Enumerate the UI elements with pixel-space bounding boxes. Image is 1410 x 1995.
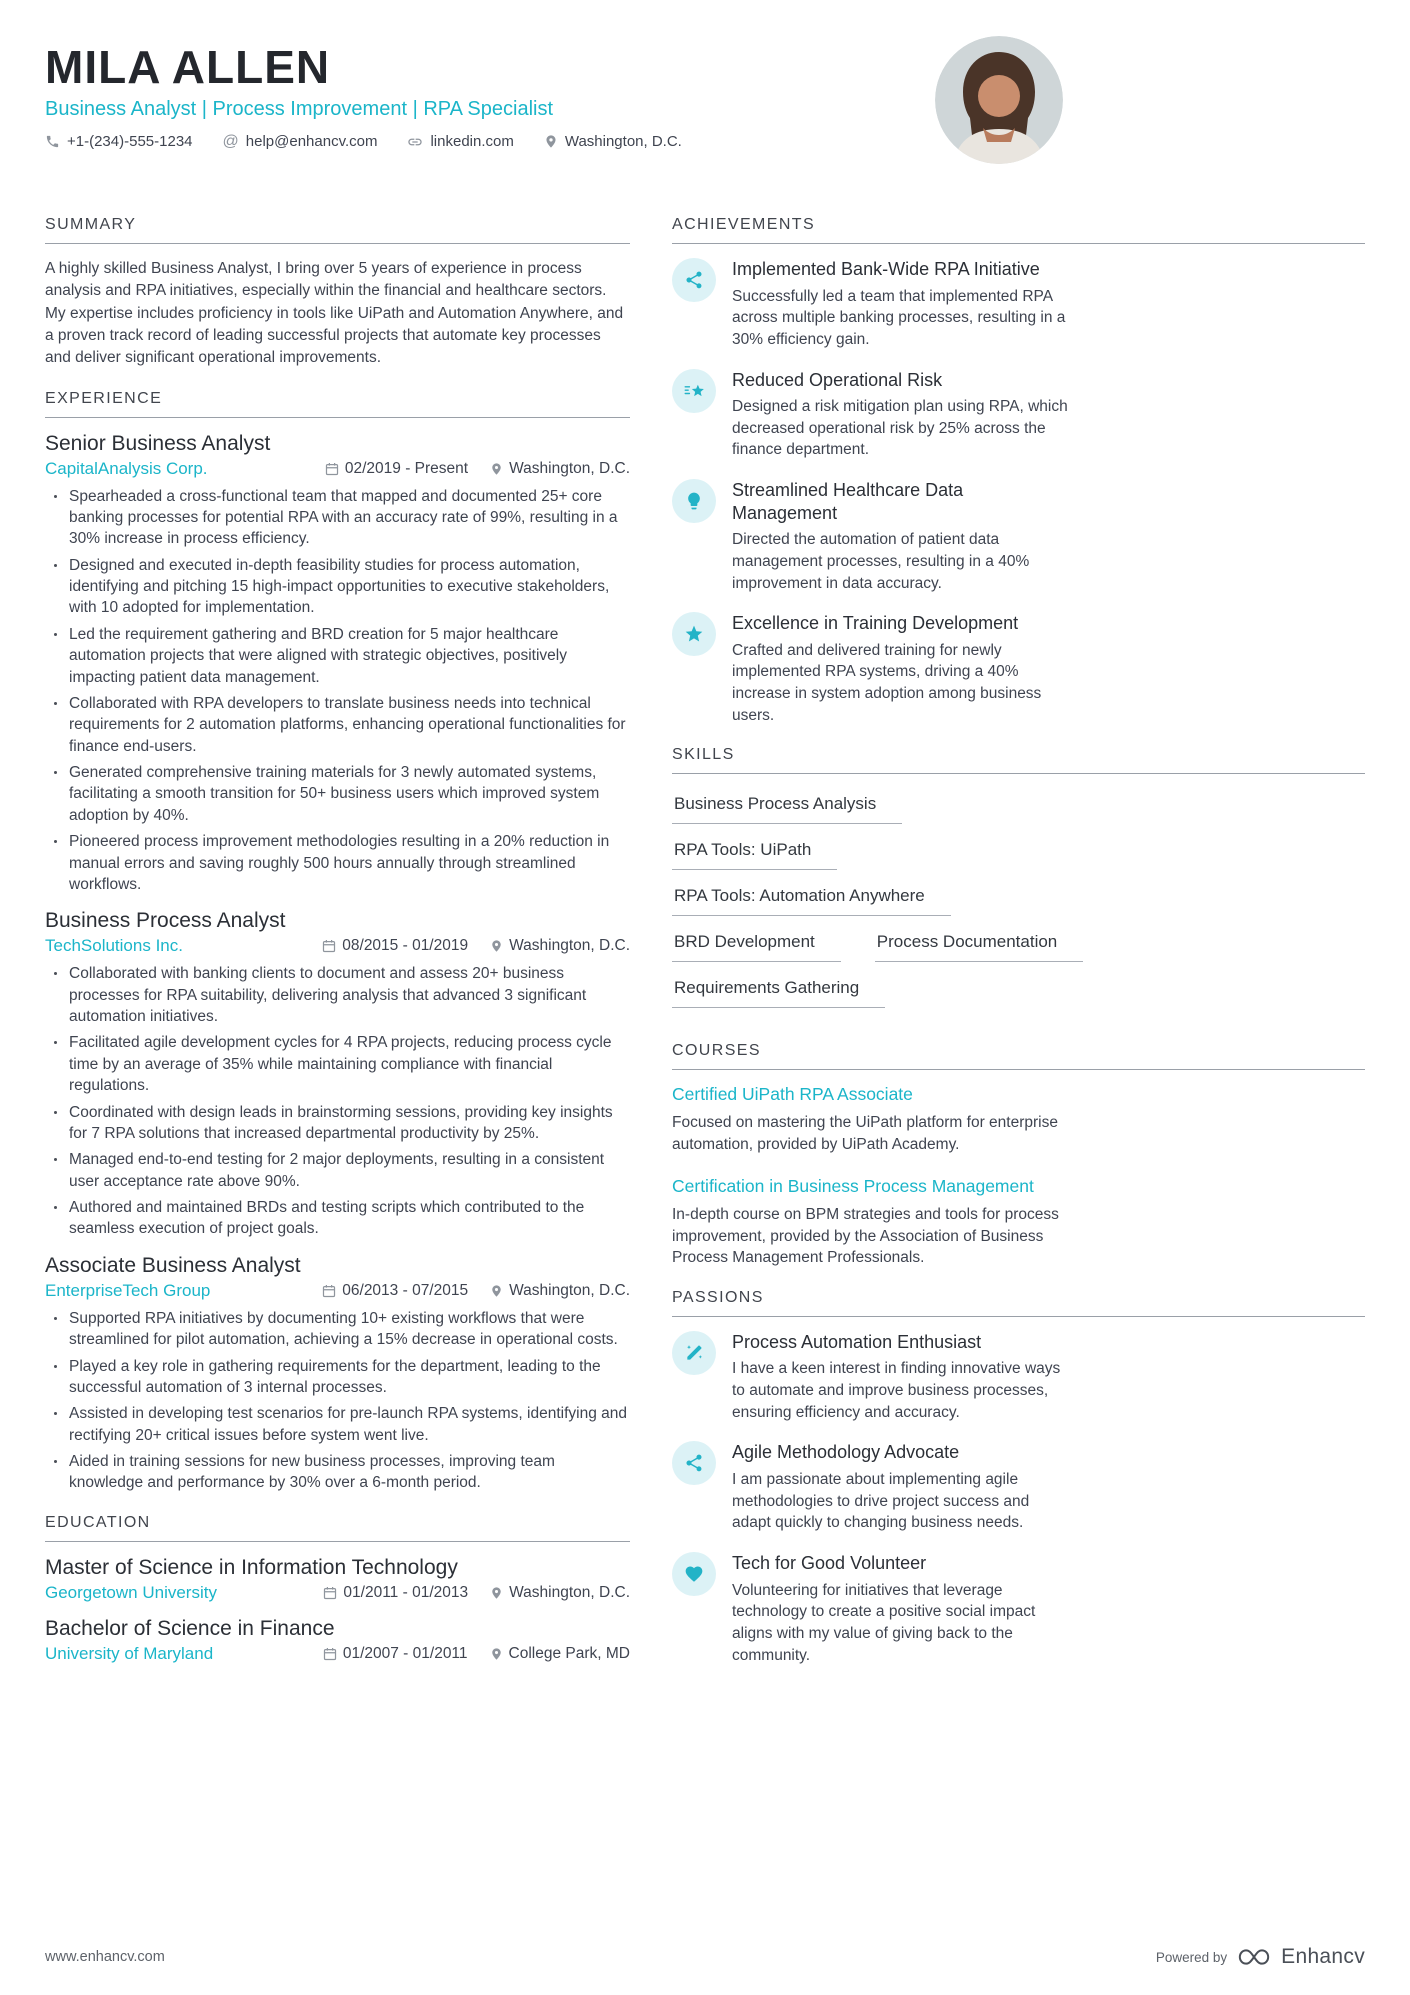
location-pin-icon (490, 1284, 503, 1298)
achievement-text: Crafted and delivered training for newly implemented RPA systems, driving a 40% increase in system adoption among business users. (732, 641, 1042, 724)
achievement-text: Designed a risk mitigation plan using RPA, which decreased operational risk by 25% across the finance department. (732, 398, 1068, 459)
company-name: CapitalAnalysis Corp. (45, 458, 208, 478)
passions-heading: PASSIONS (672, 1289, 1365, 1317)
bullet-item: Played a key role in gathering requirements for the department, leading to the successful automation of 3 internal processes. (69, 1356, 630, 1399)
network-icon (672, 258, 716, 302)
course-item (672, 1084, 1064, 1155)
job-meta (45, 459, 630, 479)
location-text: Washington, D.C. (564, 133, 682, 150)
contact-email[interactable] (223, 133, 378, 150)
job-location (490, 937, 630, 955)
school-name: University of Maryland (45, 1643, 214, 1663)
education-location-text: Washington, D.C. (509, 1583, 630, 1601)
job-dates-text: 08/2015 - 01/2019 (342, 937, 469, 955)
achievement-item (672, 258, 1072, 351)
experience-entry (45, 1254, 630, 1494)
job-location-text: Washington, D.C. (509, 459, 630, 477)
network-icon (672, 1441, 716, 1485)
experience-section (45, 390, 630, 1494)
powered-by-group (1156, 1945, 1365, 1969)
job-location (490, 1282, 630, 1300)
experience-heading: EXPERIENCE (45, 390, 630, 418)
education-location (490, 1645, 630, 1663)
footer (45, 1945, 1365, 1969)
job-meta (45, 936, 630, 956)
bullet-item: Pioneered process improvement methodologies resulting in a 20% reduction in manual errors and saving roughly 500 hours annually through streamlined workflows. (69, 831, 630, 895)
heart-icon (672, 1552, 716, 1596)
magic-wand-icon (672, 1331, 716, 1375)
at-icon: @ (222, 132, 239, 150)
degree-title: Master of Science in Information Technology (45, 1555, 458, 1579)
location-pin-icon (490, 939, 503, 953)
achievements-section (672, 216, 1365, 726)
job-role: Business Process Analyst (45, 909, 286, 933)
education-dates-text: 01/2007 - 01/2011 (342, 1644, 468, 1662)
phone-text: +1-(234)-555-1234 (67, 133, 193, 150)
enhancv-brand-text: Enhancv (1281, 1945, 1365, 1968)
summary-section (45, 216, 630, 370)
passion-text: I have a keen interest in finding innovative ways to automate and improve business processes, ensuring efficiency and accuracy. (732, 1360, 1061, 1421)
passion-item (672, 1331, 1072, 1424)
school-name: Georgetown University (45, 1582, 217, 1602)
job-dates (322, 1282, 468, 1300)
achievement-text: Directed the automation of patient data management processes, resulting in a 40% improvement in data accuracy. (732, 531, 1030, 592)
achievement-title: Implemented Bank-Wide RPA Initiative (732, 259, 1040, 279)
skills-list (672, 788, 1365, 1022)
content-columns (45, 216, 1365, 1686)
contact-link[interactable] (407, 133, 513, 150)
skills-section (672, 746, 1365, 1022)
footer-site-link[interactable]: www.enhancv.com (45, 1949, 165, 1965)
company-name: EnterpriseTech Group (45, 1280, 211, 1300)
profile-photo (935, 36, 1063, 164)
person-title: Business Analyst | Process Improvement | RPA Specialist (45, 98, 554, 120)
achievement-title: Reduced Operational Risk (732, 369, 943, 390)
bullet-item: Generated comprehensive training materials for 3 newly automated systems, facilitating a smooth transition for 50+ business users which improved system adoption by 40%. (69, 762, 630, 826)
passion-text: I am passionate about implementing agile methodologies to drive project success and adapt quickly to changing business needs. (732, 1470, 1030, 1532)
company-name: TechSolutions Inc. (45, 936, 183, 956)
passion-item (672, 1441, 1072, 1534)
header (45, 40, 1365, 192)
course-text: In-depth course on BPM strategies and tools for process improvement, provided by the Association of Business Process Management Professionals. (672, 1205, 1059, 1267)
calendar-icon (322, 1284, 336, 1298)
summary-text: A highly skilled Business Analyst, I bring over 5 years of experience in process analysis and RPA initiatives, especially within the financial and healthcare sectors. My expertise includes proficiency in tools like UiPath and Automation Anywhere, and a proven track record of leading successful projects that automate key processes and deliver significant operational improvements. (45, 260, 624, 367)
experience-entry (45, 432, 630, 896)
degree-title: Bachelor of Science in Finance (45, 1616, 335, 1640)
job-meta (45, 1281, 630, 1301)
education-location-text: College Park, MD (508, 1644, 630, 1662)
bullet-item: Collaborated with banking clients to document and assess 20+ business processes for RPA suitability, delivering analysis that advanced 3 significant automation initiatives. (69, 963, 630, 1027)
bullet-item: Led the requirement gathering and BRD creation for 5 major healthcare automation projects that were aligned with strategic objectives, positively impacting patient data management. (69, 624, 630, 688)
course-item (672, 1176, 1064, 1269)
bullet-item: Collaborated with RPA developers to translate business needs into technical requirements for 2 automation platforms, enhancing operational functionalities for finance end-users. (69, 693, 630, 757)
email-text: help@enhancv.com (245, 133, 378, 150)
job-dates (325, 460, 468, 478)
calendar-icon (323, 1586, 337, 1600)
bullet-item: Spearheaded a cross-functional team that mapped and documented 25+ core banking processes for potential RPA with an accuracy rate of 99%, resulting in a 30% increase in process efficiency. (69, 486, 630, 550)
powered-by-label: Powered by (1155, 1949, 1228, 1965)
course-title: Certified UiPath RPA Associate (672, 1084, 913, 1105)
job-location (490, 460, 630, 478)
calendar-icon (325, 462, 339, 476)
passion-title: Tech for Good Volunteer (732, 1553, 927, 1573)
job-role: Senior Business Analyst (45, 431, 271, 455)
achievement-item (672, 479, 1072, 594)
education-dates (323, 1584, 468, 1602)
job-location-text: Washington, D.C. (509, 1281, 630, 1299)
experience-entry (45, 909, 630, 1240)
bullet-item: Authored and maintained BRDs and testing scripts which contributed to the seamless execution of project goals. (69, 1197, 630, 1240)
passion-text: Volunteering for initiatives that leverage technology to create a positive social impact aligns with my value of giving back to the community. (732, 1581, 1036, 1664)
calendar-icon (322, 939, 336, 953)
job-dates (322, 937, 468, 955)
job-bullets (45, 1308, 630, 1494)
bullet-item: Coordinated with design leads in brainstorming sessions, providing key insights for 7 RPA solutions that increased departmental productivity by 25%. (69, 1102, 630, 1145)
bullet-item: Aided in training sessions for new business processes, improving team knowledge and performance by 30% over a 6-month period. (69, 1451, 630, 1494)
skill-item: Process Documentation (875, 930, 1083, 962)
skills-heading: SKILLS (672, 746, 1365, 774)
enhancv-logo-icon (1237, 1947, 1271, 1967)
contact-row (45, 133, 1365, 150)
passion-title: Process Automation Enthusiast (732, 1331, 982, 1352)
skill-item: RPA Tools: UiPath (672, 838, 837, 870)
passions-section (672, 1289, 1365, 1666)
job-dates-text: 06/2013 - 07/2015 (342, 1281, 469, 1299)
passion-item (672, 1552, 1072, 1666)
location-pin-icon (490, 1586, 503, 1600)
course-text: Focused on mastering the UiPath platform for enterprise automation, provided by UiPath Academy. (672, 1114, 1058, 1154)
skill-item: Business Process Analysis (672, 792, 902, 824)
location-pin-icon (544, 134, 558, 149)
skill-item: BRD Development (672, 930, 841, 962)
education-meta (45, 1583, 630, 1603)
passion-title: Agile Methodology Advocate (732, 1442, 960, 1463)
left-column (45, 216, 630, 1686)
bullet-item: Assisted in developing test scenarios for pre-launch RPA systems, identifying and rectifying 20+ critical issues before system went live. (69, 1403, 630, 1446)
right-column (672, 216, 1365, 1686)
courses-section (672, 1042, 1365, 1268)
bullet-item: Supported RPA initiatives by documenting 10+ existing workflows that were streamlined for pilot automation, achieving a 15% decrease in operational costs. (69, 1308, 630, 1351)
job-bullets (45, 486, 630, 896)
lightbulb-icon (672, 479, 716, 523)
course-title: Certification in Business Process Management (672, 1175, 1034, 1196)
job-location-text: Washington, D.C. (509, 937, 630, 955)
job-dates-text: 02/2019 - Present (344, 459, 469, 477)
location-pin-icon (490, 1647, 503, 1661)
bullet-item: Managed end-to-end testing for 2 major deployments, resulting in a consistent user acceptance rate above 90%. (69, 1149, 630, 1192)
star-icon (672, 612, 716, 656)
achievement-title: Excellence in Training Development (732, 613, 1019, 634)
achievement-text: Successfully led a team that implemented RPA across multiple banking processes, resulting in a 30% efficiency gain. (732, 287, 1066, 348)
education-heading: EDUCATION (45, 1514, 630, 1542)
phone-icon (45, 134, 60, 149)
summary-heading: SUMMARY (45, 216, 630, 244)
calendar-icon (323, 1647, 337, 1661)
education-dates-text: 01/2011 - 01/2013 (343, 1583, 469, 1601)
education-location (490, 1584, 630, 1602)
shooting-star-icon (672, 369, 716, 413)
education-entry (45, 1617, 630, 1664)
job-role: Associate Business Analyst (45, 1253, 301, 1277)
job-bullets (45, 963, 630, 1240)
skill-item: RPA Tools: Automation Anywhere (672, 884, 951, 916)
achievement-title: Streamlined Healthcare Data Management (732, 480, 964, 523)
achievement-item (672, 369, 1072, 462)
education-entry (45, 1556, 630, 1603)
bullet-item: Facilitated agile development cycles for 4 RPA projects, reducing process cycle time by an average of 35% while maintaining compliance with financial regulations. (69, 1032, 630, 1096)
bullet-item: Designed and executed in-depth feasibility studies for process automation, identifying and pitching 15 high-impact opportunities to executive stakeholders, with 10 adopted for implementation. (69, 555, 630, 619)
education-dates (323, 1645, 468, 1663)
location-pin-icon (490, 462, 503, 476)
contact-phone[interactable] (45, 133, 193, 150)
person-name: MILA ALLEN (45, 41, 331, 93)
skill-item: Requirements Gathering (672, 976, 885, 1008)
education-meta (45, 1644, 630, 1664)
link-icon (407, 134, 423, 150)
link-text: linkedin.com (430, 133, 514, 150)
achievements-heading: ACHIEVEMENTS (672, 216, 1365, 244)
courses-heading: COURSES (672, 1042, 1365, 1070)
achievement-item (672, 612, 1072, 726)
education-section (45, 1514, 630, 1664)
contact-location (544, 133, 682, 150)
